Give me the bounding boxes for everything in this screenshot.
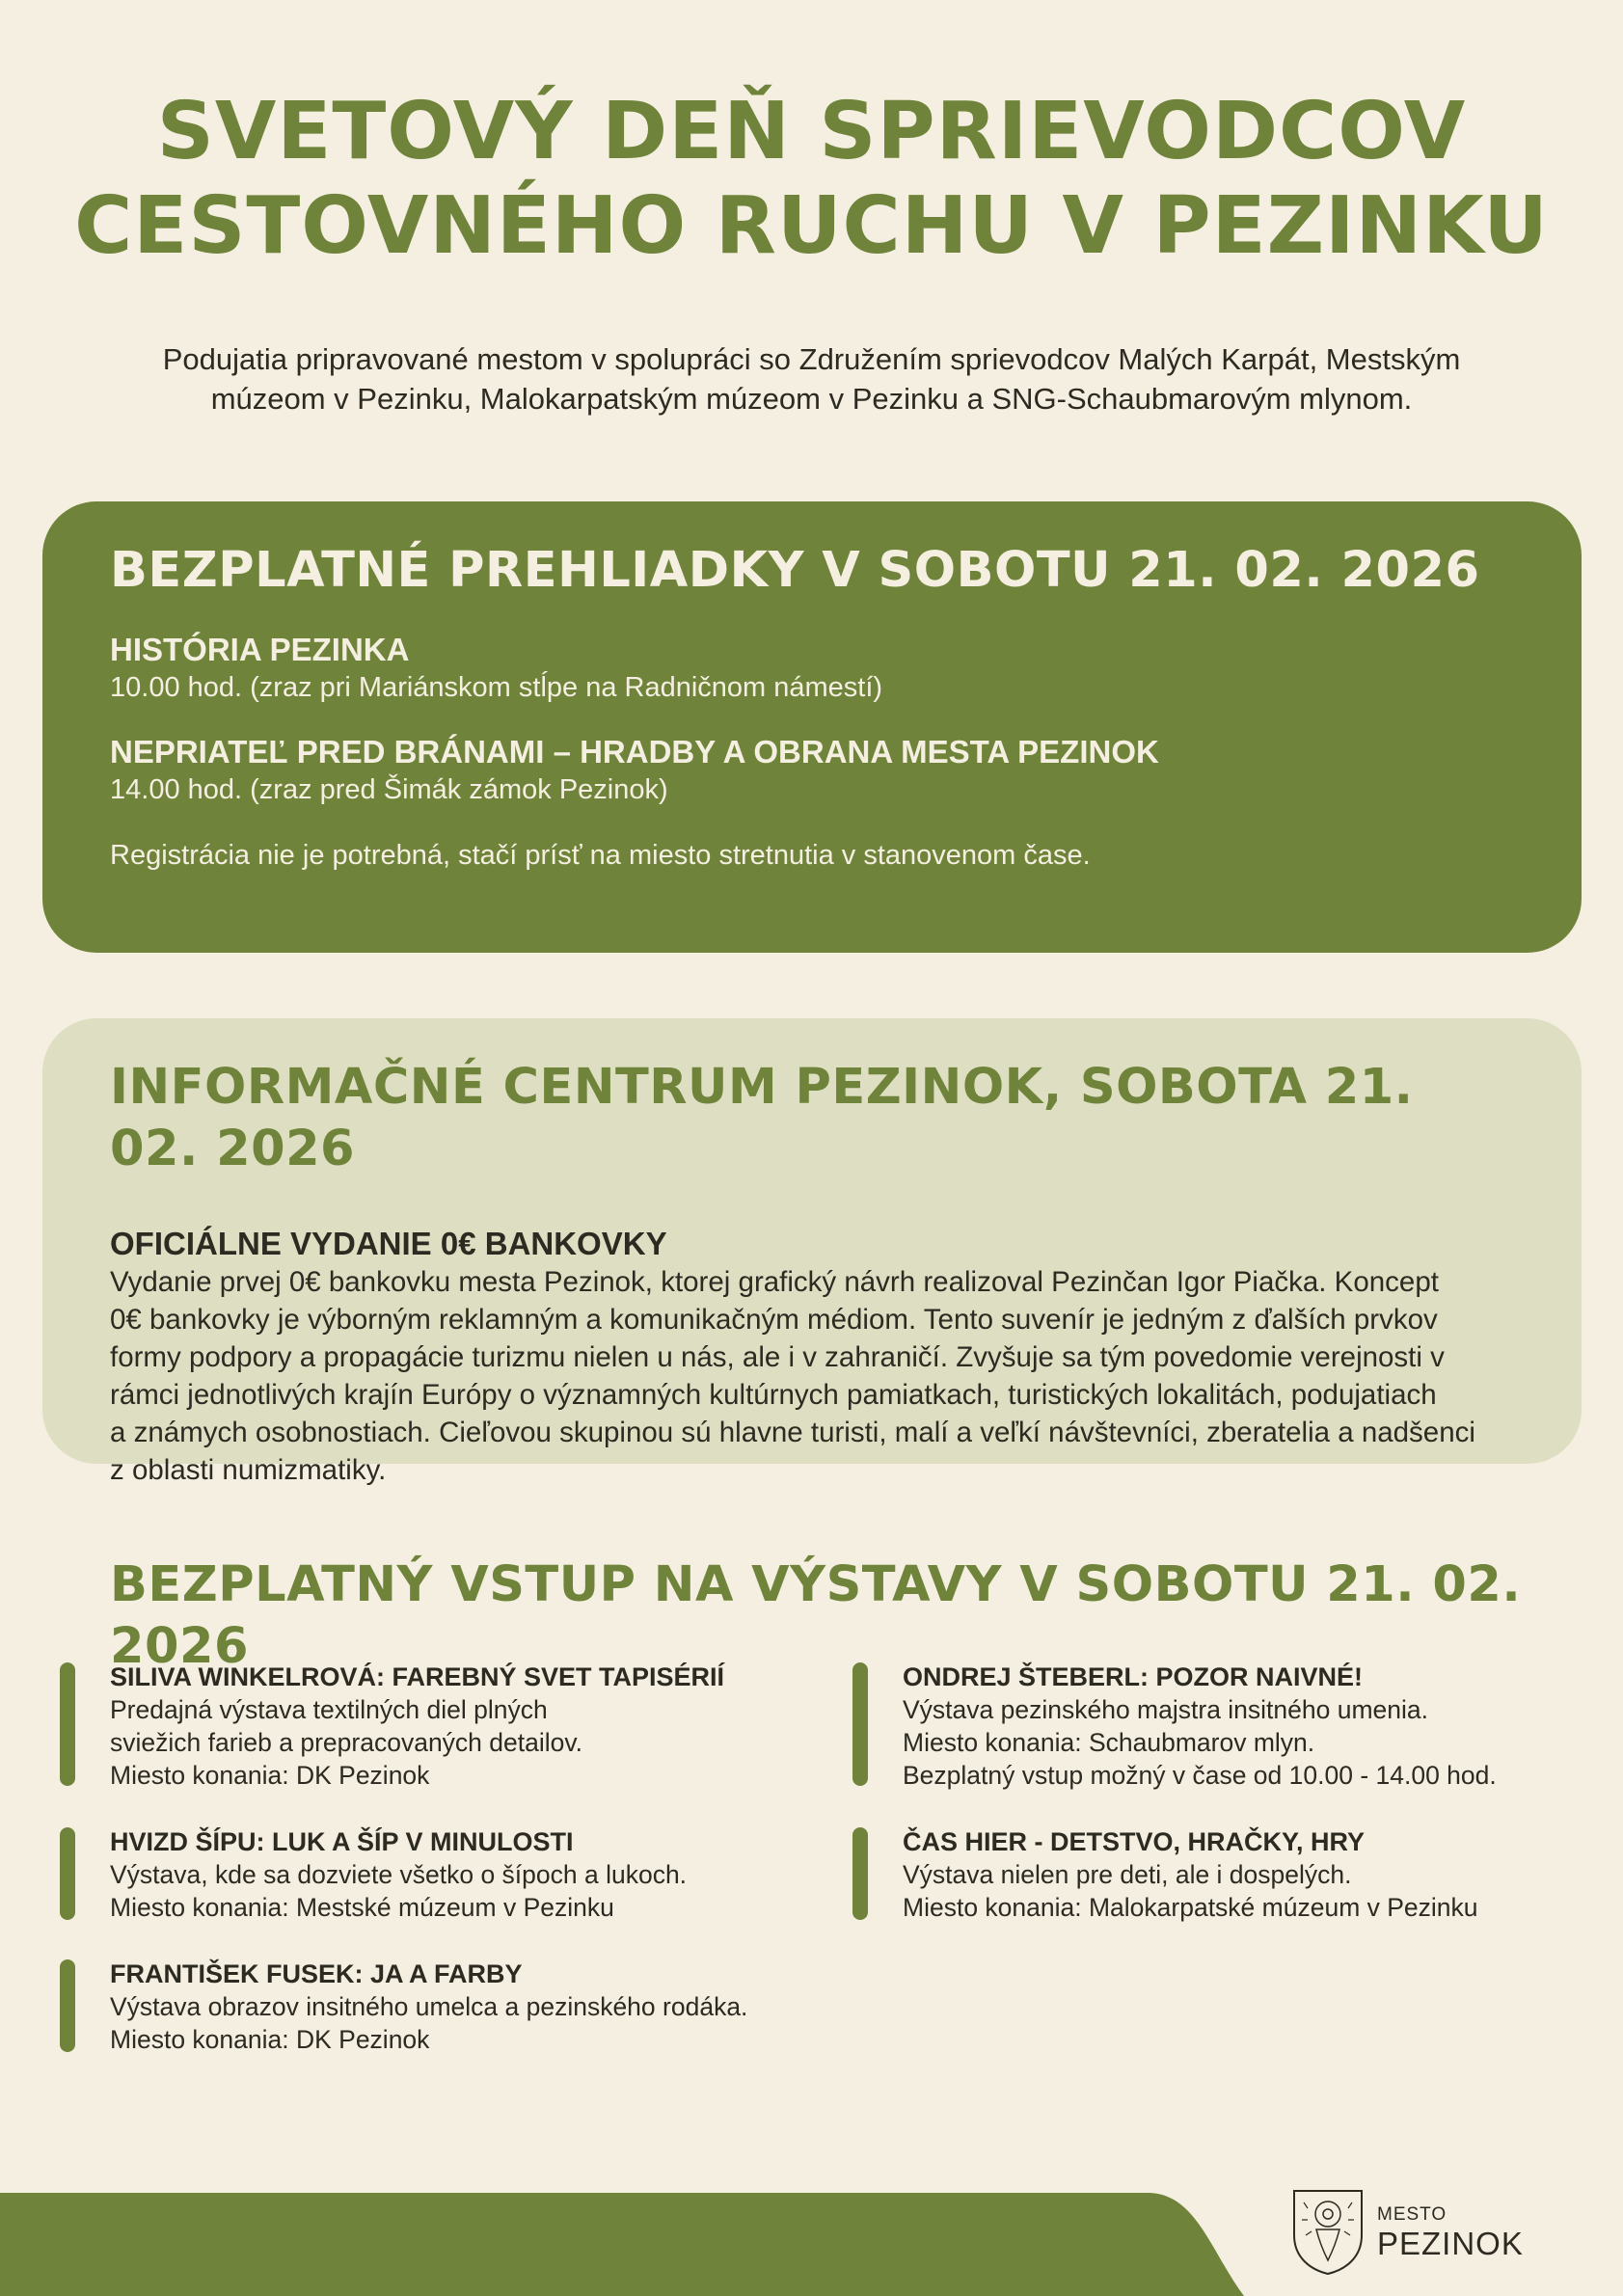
- exhibition-item: [60, 1958, 747, 2056]
- info-center-panel: [42, 1018, 1582, 1486]
- exhibition-line: Výstava pezinského majstra insitného umenia.: [903, 1695, 1429, 1724]
- accent-bar: [60, 1959, 75, 2052]
- tour-time-place: 14.00 hod. (zraz pred Šimák zámok Pezinok): [110, 774, 668, 805]
- title-line-2: CESTOVNÉHO RUCHU V PEZINKU: [74, 180, 1549, 272]
- exhibition-item: [852, 1661, 1497, 1792]
- logo-small-text: MESTO: [1377, 2204, 1447, 2225]
- exhibition-line: Výstava, kde sa dozviete všetko o šípoch a lukoch.: [110, 1860, 688, 1889]
- footer-band: [0, 2193, 1244, 2296]
- exhibition-line: Bezplatný vstup možný v čase od 10.00 - 14.00 hod.: [903, 1761, 1497, 1790]
- exhibition-location: Miesto konania: Schaubmarov mlyn.: [903, 1728, 1315, 1757]
- exhibition-line: Výstava obrazov insitného umelca a pezinského rodáka.: [110, 1992, 748, 2021]
- description-line: a známych osobnostiach. Cieľovou skupinou sú hlavne turisti, malí a veľkí návštevníci, zberatelia a nadšenci: [110, 1417, 1475, 1448]
- exhibition-title: HVIZD ŠÍPU: LUK A ŠÍP V MINULOSTI: [110, 1827, 574, 1856]
- exhibition-item: [852, 1825, 1478, 1924]
- exhibition-item: [60, 1661, 724, 1792]
- tour-title: HISTÓRIA PEZINKA: [110, 632, 410, 667]
- tour-title: NEPRIATEĽ PRED BRÁNAMI – HRADBY A OBRANA MESTA PEZINOK: [110, 734, 1159, 770]
- page-title: [0, 85, 1623, 274]
- tour-time-place: 10.00 hod. (zraz pri Mariánskom stĺpe na Radničnom námestí): [110, 672, 883, 703]
- exhibition-item: [60, 1825, 687, 1924]
- exhibitions-heading: BEZPLATNÝ VSTUP NA VÝSTAVY V SOBOTU 21. 02. 2026: [110, 1556, 1522, 1675]
- title-line-1: SVETOVÝ DEŇ SPRIEVODCOV: [156, 86, 1467, 177]
- city-logo: [1290, 2187, 1522, 2280]
- description-line: z oblasti numizmatiky.: [110, 1454, 387, 1486]
- tour-item: [110, 733, 1514, 808]
- tour-item: [110, 631, 1514, 706]
- logo-big-text: PEZINOK: [1377, 2226, 1524, 2261]
- exhibition-title: FRANTIŠEK FUSEK: JA A FARBY: [110, 1959, 523, 1988]
- banknote-title: OFICIÁLNE VYDANIE 0€ BANKOVKY: [110, 1226, 667, 1261]
- tours-heading: BEZPLATNÉ PREHLIADKY V SOBOTU 21. 02. 2026: [110, 542, 1480, 599]
- exhibition-location: Miesto konania: DK Pezinok: [110, 1761, 430, 1790]
- exhibition-line: sviežich farieb a prepracovaných detailov.: [110, 1728, 583, 1757]
- exhibition-line: Predajná výstava textilných diel plných: [110, 1695, 548, 1724]
- description-line: Vydanie prvej 0€ bankovku mesta Pezinok, ktorej grafický návrh realizoval Pezinčan Igor Piačka. Koncept: [110, 1266, 1439, 1298]
- registration-note: Registrácia nie je potrebná, stačí prísť na miesto stretnutia v stanovenom čase.: [110, 840, 1091, 871]
- intro-text: [96, 339, 1527, 419]
- exhibition-location: Miesto konania: Mestské múzeum v Pezinku: [110, 1893, 614, 1922]
- description-line: rámci jednotlivých krajín Európy o významných kultúrnych pamiatkach, turistických lokalitách, podujatiach: [110, 1379, 1437, 1411]
- exhibition-line: Výstava nielen pre deti, ale i dospelých.: [903, 1860, 1352, 1889]
- exhibition-title: SILIVA WINKELROVÁ: FAREBNÝ SVET TAPISÉRIÍ: [110, 1662, 725, 1691]
- exhibition-location: Miesto konania: DK Pezinok: [110, 2025, 430, 2054]
- intro-line-1: Podujatia pripravované mestom v spolupráci so Združením sprievodcov Malých Karpát, Mestským: [162, 342, 1461, 376]
- accent-bar: [852, 1827, 868, 1920]
- description-line: formy podpory a propagácie turizmu nielen u nás, ale i v zahraničí. Zvyšuje sa tým povedomie verejnosti v: [110, 1341, 1445, 1373]
- accent-bar: [60, 1827, 75, 1920]
- exhibition-location: Miesto konania: Malokarpatské múzeum v Pezinku: [903, 1893, 1478, 1922]
- city-crest-icon: [1290, 2187, 1366, 2276]
- banknote-description: [110, 1263, 1514, 1489]
- intro-line-2: múzeom v Pezinku, Malokarpatským múzeom v Pezinku a SNG-Schaubmarovým mlynom.: [210, 382, 1413, 416]
- exhibition-title: ČAS HIER - DETSTVO, HRAČKY, HRY: [903, 1827, 1366, 1856]
- tours-panel: [42, 501, 1582, 953]
- accent-bar: [852, 1662, 868, 1786]
- accent-bar: [60, 1662, 75, 1786]
- exhibition-title: ONDREJ ŠTEBERL: POZOR NAIVNÉ!: [903, 1662, 1364, 1691]
- info-center-heading: INFORMAČNÉ CENTRUM PEZINOK, SOBOTA 21. 02. 2026: [110, 1059, 1414, 1177]
- description-line: 0€ bankovky je výborným reklamným a komunikačným médiom. Tento suvenír je jedným z ďalších prvkov: [110, 1304, 1438, 1336]
